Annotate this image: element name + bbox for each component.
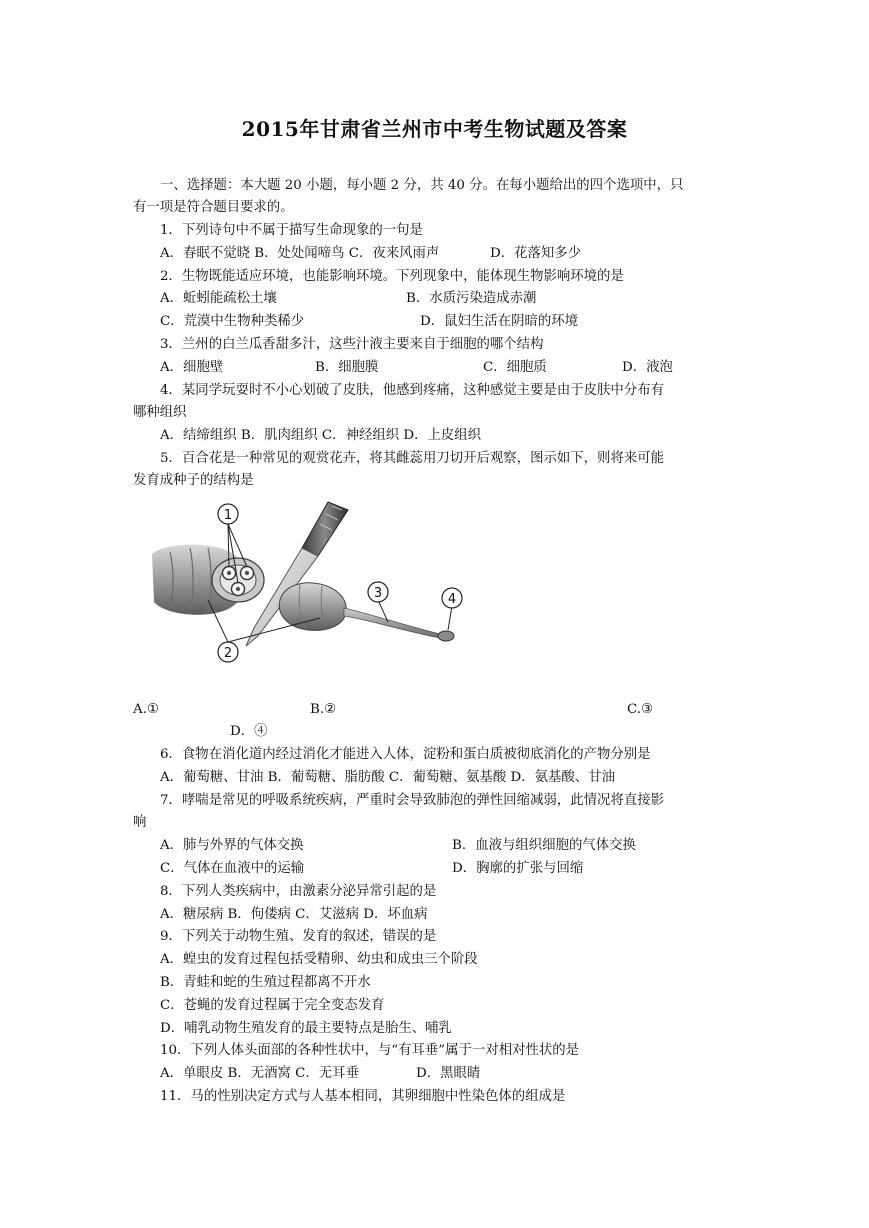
label-1 <box>218 504 238 524</box>
question-5-cont: 发育成种子的结构是 <box>133 473 254 488</box>
question-5: 5．百合花是一种常见的观赏花卉，将其雌蕊用刀切开后观察，图示如下，则将来可能 <box>160 451 664 466</box>
q10-option-d: D．黑眼睛 <box>416 1066 481 1081</box>
question-10: 10．下列人体头面部的各种性状中，与“有耳垂”属于一对相对性状的是 <box>160 1043 580 1058</box>
label-2 <box>218 642 238 662</box>
q9-option-a: A．蝗虫的发育过程包括受精卵、幼虫和成虫三个阶段 <box>160 952 478 967</box>
question-4-cont: 哪种组织 <box>133 405 187 420</box>
question-6: 6．食物在消化道内经过消化才能进入人体，淀粉和蛋白质被彻底消化的产物分别是 <box>160 747 651 762</box>
q10-options-abc: A．单眼皮 B．无酒窝 C．无耳垂 <box>160 1066 359 1081</box>
question-11: 11．马的性别决定方式与人基本相同，其卵细胞中性染色体的组成是 <box>160 1089 566 1104</box>
q5-option-a: A.① <box>133 702 159 717</box>
q3-option-d: D．液泡 <box>622 360 673 375</box>
q2-option-c: C．荒漠中生物种类稀少 <box>160 314 305 329</box>
lily-pistil-figure <box>150 496 470 672</box>
question-9: 9．下列关于动物生殖、发育的叙述，错误的是 <box>160 929 437 944</box>
q8-options: A．糖尿病 B．佝偻病 C．艾滋病 D．坏血病 <box>160 907 428 922</box>
section-intro-cont: 有一项是符合题目要求的。 <box>133 200 294 215</box>
q4-options: A．结缔组织 B．肌肉组织 C．神经组织 D．上皮组织 <box>160 428 482 443</box>
question-4: 4．某同学玩耍时不小心划破了皮肤，他感到疼痛，这种感觉主要是由于皮肤中分布有 <box>160 383 664 398</box>
svg-text:2: 2 <box>223 646 233 661</box>
question-7: 7．哮喘是常见的呼吸系统疾病，严重时会导致肺泡的弹性回缩减弱，此情况将直接影 <box>160 793 664 808</box>
q7-option-b: B．血液与组织细胞的气体交换 <box>452 838 636 853</box>
q2-option-a: A．蚯蚓能疏松土壤 <box>160 291 277 306</box>
question-8: 8．下列人类疾病中，由激素分泌异常引起的是 <box>160 884 437 899</box>
question-7-cont: 响 <box>133 815 147 830</box>
svg-text:1: 1 <box>223 508 233 523</box>
question-2: 2．生物既能适应环境，也能影响环境。下列现象中，能体现生物影响环境的是 <box>160 269 624 284</box>
q5-option-d: D．④ <box>230 724 268 739</box>
q9-option-b: B．青蛙和蛇的生殖过程都离不开水 <box>160 975 371 990</box>
q3-option-a: A．细胞壁 <box>160 360 224 375</box>
ovary-style-stigma <box>279 583 457 641</box>
page-title: 2015年甘肃省兰州市中考生物试题及答案 <box>241 117 628 141</box>
q9-option-c: C．苍蝇的发育过程属于完全变态发育 <box>160 998 385 1013</box>
ovary-cut-section <box>152 545 264 615</box>
q1-option-d: D．花落知多少 <box>490 246 582 261</box>
question-1: 1．下列诗句中不属于描写生命现象的一句是 <box>160 223 423 238</box>
q9-option-d: D．哺乳动物生殖发育的最主要特点是胎生、哺乳 <box>160 1021 452 1036</box>
q7-option-d: D．胸廓的扩张与回缩 <box>452 861 584 876</box>
q5-option-c: C.③ <box>627 702 654 717</box>
label-3 <box>368 582 388 602</box>
q1-options-abc: A．春眠不觉晓 B．处处闻啼鸟 C．夜来风雨声 <box>160 246 440 261</box>
question-3: 3．兰州的白兰瓜香甜多汁，这些汁液主要来自于细胞的哪个结构 <box>160 337 544 352</box>
section-intro: 一、选择题：本大题 20 小题，每小题 2 分，共 40 分。在每小题给出的四个选项中，只 <box>160 178 684 193</box>
q3-option-c: C．细胞质 <box>483 360 547 375</box>
q7-option-a: A．肺与外界的气体交换 <box>160 838 304 853</box>
q2-option-b: B．水质污染造成赤潮 <box>406 291 537 306</box>
q2-option-d: D．鼠妇生活在阴暗的环境 <box>420 314 579 329</box>
q6-options: A．葡萄糖、甘油 B．葡萄糖、脂肪酸 C．葡萄糖、氨基酸 D．氨基酸、甘油 <box>160 770 615 785</box>
q7-option-c: C．气体在血液中的运输 <box>160 861 305 876</box>
pistil-illustration <box>150 496 470 672</box>
q3-option-b: B．细胞膜 <box>315 360 379 375</box>
label-4 <box>442 588 462 608</box>
svg-text:3: 3 <box>373 586 383 601</box>
q5-option-b: B.② <box>310 702 337 717</box>
svg-text:4: 4 <box>447 592 457 607</box>
